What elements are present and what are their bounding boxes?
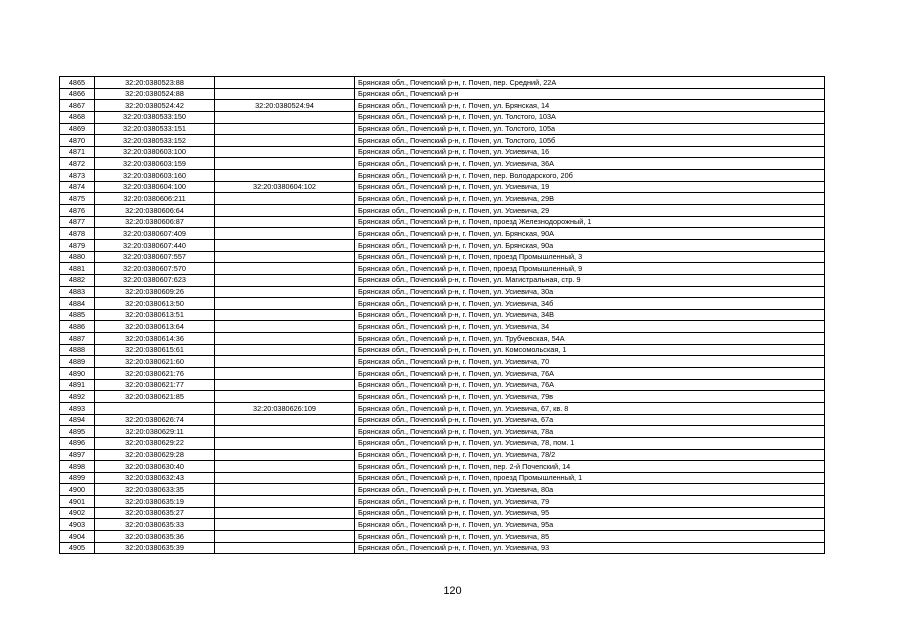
address-cell: Брянская обл., Почепский р-н, г. Почеп, ул. Усиевича, 79в	[355, 391, 825, 403]
row-number-cell: 4870	[60, 135, 95, 147]
cadastral-number-cell: 32:20:0380603:159	[95, 158, 215, 170]
cadastral-number-cell: 32:20:0380606:211	[95, 193, 215, 205]
related-cadastral-number-cell	[215, 88, 355, 100]
row-number-cell: 4903	[60, 519, 95, 531]
table-row	[60, 123, 825, 135]
cadastral-number-cell: 32:20:0380629:28	[95, 449, 215, 461]
row-number-cell: 4899	[60, 472, 95, 484]
cadastral-number-cell: 32:20:0380533:152	[95, 135, 215, 147]
table-row	[60, 170, 825, 182]
related-cadastral-number-cell	[215, 298, 355, 310]
address-cell: Брянская обл., Почепский р-н, г. Почеп, ул. Усиевича, 93	[355, 542, 825, 554]
address-cell: Брянская обл., Почепский р-н, г. Почеп, ул. Толстого, 105а	[355, 123, 825, 135]
cadastral-number-cell: 32:20:0380621:77	[95, 379, 215, 391]
table-row	[60, 344, 825, 356]
row-number-cell: 4866	[60, 88, 95, 100]
related-cadastral-number-cell	[215, 228, 355, 240]
row-number-cell: 4893	[60, 402, 95, 414]
table-row	[60, 449, 825, 461]
related-cadastral-number-cell	[215, 321, 355, 333]
related-cadastral-number-cell	[215, 286, 355, 298]
related-cadastral-number-cell	[215, 158, 355, 170]
related-cadastral-number-cell	[215, 205, 355, 217]
address-cell: Брянская обл., Почепский р-н, г. Почеп, ул. Усиевича, 29	[355, 205, 825, 217]
related-cadastral-number-cell: 32:20:0380524:94	[215, 100, 355, 112]
table-row	[60, 88, 825, 100]
cadastral-number-cell: 32:20:0380524:42	[95, 100, 215, 112]
cadastral-number-cell: 32:20:0380635:39	[95, 542, 215, 554]
cadastral-number-cell: 32:20:0380633:35	[95, 484, 215, 496]
table-row	[60, 333, 825, 345]
table-row	[60, 461, 825, 473]
address-cell: Брянская обл., Почепский р-н, г. Почеп, ул. Усиевича, 30а	[355, 286, 825, 298]
cadastral-number-cell: 32:20:0380523:88	[95, 77, 215, 89]
address-cell: Брянская обл., Почепский р-н, г. Почеп, ул. Усиевича, 67а	[355, 414, 825, 426]
related-cadastral-number-cell	[215, 449, 355, 461]
row-number-cell: 4905	[60, 542, 95, 554]
row-number-cell: 4877	[60, 216, 95, 228]
row-number-cell: 4879	[60, 239, 95, 251]
row-number-cell: 4884	[60, 298, 95, 310]
address-cell: Брянская обл., Почепский р-н, г. Почеп, ул. Усиевича, 36А	[355, 158, 825, 170]
table-row	[60, 507, 825, 519]
related-cadastral-number-cell	[215, 519, 355, 531]
table-row	[60, 519, 825, 531]
row-number-cell: 4869	[60, 123, 95, 135]
table-row	[60, 542, 825, 554]
address-cell: Брянская обл., Почепский р-н, г. Почеп, проезд Промышленный, 9	[355, 263, 825, 275]
cadastral-number-cell: 32:20:0380613:50	[95, 298, 215, 310]
related-cadastral-number-cell	[215, 251, 355, 263]
related-cadastral-number-cell	[215, 530, 355, 542]
address-cell: Брянская обл., Почепский р-н, г. Почеп, ул. Усиевича, 95а	[355, 519, 825, 531]
row-number-cell: 4872	[60, 158, 95, 170]
address-cell: Брянская обл., Почепский р-н, г. Почеп, ул. Усиевича, 34В	[355, 309, 825, 321]
table-row	[60, 205, 825, 217]
related-cadastral-number-cell	[215, 437, 355, 449]
table-row	[60, 158, 825, 170]
related-cadastral-number-cell	[215, 461, 355, 473]
row-number-cell: 4885	[60, 309, 95, 321]
address-cell: Брянская обл., Почепский р-н, г. Почеп, ул. Усиевича, 95	[355, 507, 825, 519]
cadastral-number-cell: 32:20:0380635:36	[95, 530, 215, 542]
row-number-cell: 4878	[60, 228, 95, 240]
address-cell: Брянская обл., Почепский р-н, г. Почеп, ул. Усиевича, 78а	[355, 426, 825, 438]
cadastral-number-cell: 32:20:0380603:160	[95, 170, 215, 182]
related-cadastral-number-cell	[215, 216, 355, 228]
table-row	[60, 274, 825, 286]
page-number: 120	[443, 585, 462, 597]
address-cell: Брянская обл., Почепский р-н	[355, 88, 825, 100]
address-cell: Брянская обл., Почепский р-н, г. Почеп, ул. Усиевича, 79	[355, 496, 825, 508]
related-cadastral-number-cell	[215, 368, 355, 380]
related-cadastral-number-cell	[215, 111, 355, 123]
table-row	[60, 251, 825, 263]
parcel-table-body	[60, 77, 825, 554]
address-cell: Брянская обл., Почепский р-н, г. Почеп, пер. Средний, 22А	[355, 77, 825, 89]
cadastral-number-cell: 32:20:0380635:33	[95, 519, 215, 531]
table-row	[60, 356, 825, 368]
row-number-cell: 4873	[60, 170, 95, 182]
row-number-cell: 4875	[60, 193, 95, 205]
table-row	[60, 379, 825, 391]
address-cell: Брянская обл., Почепский р-н, г. Почеп, пер. Володарского, 20б	[355, 170, 825, 182]
address-cell: Брянская обл., Почепский р-н, г. Почеп, проезд Железнодорожный, 1	[355, 216, 825, 228]
row-number-cell: 4898	[60, 461, 95, 473]
row-number-cell: 4874	[60, 181, 95, 193]
address-cell: Брянская обл., Почепский р-н, г. Почеп, ул. Магистральная, стр. 9	[355, 274, 825, 286]
table-row	[60, 391, 825, 403]
address-cell: Брянская обл., Почепский р-н, г. Почеп, ул. Усиевича, 34	[355, 321, 825, 333]
table-row	[60, 437, 825, 449]
cadastral-number-cell	[95, 402, 215, 414]
related-cadastral-number-cell	[215, 263, 355, 275]
cadastral-number-cell: 32:20:0380635:19	[95, 496, 215, 508]
row-number-cell: 4881	[60, 263, 95, 275]
row-number-cell: 4871	[60, 146, 95, 158]
address-cell: Брянская обл., Почепский р-н, г. Почеп, ул. Усиевича, 85	[355, 530, 825, 542]
related-cadastral-number-cell	[215, 193, 355, 205]
cadastral-number-cell: 32:20:0380607:570	[95, 263, 215, 275]
row-number-cell: 4900	[60, 484, 95, 496]
cadastral-number-cell: 32:20:0380524:88	[95, 88, 215, 100]
table-row	[60, 146, 825, 158]
table-row	[60, 472, 825, 484]
cadastral-number-cell: 32:20:0380635:27	[95, 507, 215, 519]
related-cadastral-number-cell	[215, 472, 355, 484]
cadastral-number-cell: 32:20:0380609:26	[95, 286, 215, 298]
address-cell: Брянская обл., Почепский р-н, г. Почеп, ул. Усиевича, 80а	[355, 484, 825, 496]
address-cell: Брянская обл., Почепский р-н, г. Почеп, ул. Усиевича, 16	[355, 146, 825, 158]
table-row	[60, 402, 825, 414]
related-cadastral-number-cell	[215, 146, 355, 158]
row-number-cell: 4876	[60, 205, 95, 217]
table-row	[60, 496, 825, 508]
row-number-cell: 4882	[60, 274, 95, 286]
cadastral-number-cell: 32:20:0380603:100	[95, 146, 215, 158]
cadastral-number-cell: 32:20:0380613:64	[95, 321, 215, 333]
related-cadastral-number-cell	[215, 414, 355, 426]
table-row	[60, 286, 825, 298]
address-cell: Брянская обл., Почепский р-н, г. Почеп, проезд Промышленный, 1	[355, 472, 825, 484]
cadastral-number-cell: 32:20:0380606:87	[95, 216, 215, 228]
table-row	[60, 263, 825, 275]
table-row	[60, 298, 825, 310]
related-cadastral-number-cell	[215, 379, 355, 391]
cadastral-number-cell: 32:20:0380604:100	[95, 181, 215, 193]
cadastral-number-cell: 32:20:0380607:440	[95, 239, 215, 251]
row-number-cell: 4880	[60, 251, 95, 263]
cadastral-number-cell: 32:20:0380614:36	[95, 333, 215, 345]
address-cell: Брянская обл., Почепский р-н, г. Почеп, ул. Усиевича, 76А	[355, 379, 825, 391]
row-number-cell: 4890	[60, 368, 95, 380]
cadastral-number-cell: 32:20:0380632:43	[95, 472, 215, 484]
row-number-cell: 4886	[60, 321, 95, 333]
row-number-cell: 4865	[60, 77, 95, 89]
related-cadastral-number-cell	[215, 391, 355, 403]
cadastral-number-cell: 32:20:0380613:51	[95, 309, 215, 321]
cadastral-number-cell: 32:20:0380607:623	[95, 274, 215, 286]
address-cell: Брянская обл., Почепский р-н, г. Почеп, ул. Усиевича, 78, пом. 1	[355, 437, 825, 449]
cadastral-number-cell: 32:20:0380621:60	[95, 356, 215, 368]
table-row	[60, 530, 825, 542]
row-number-cell: 4904	[60, 530, 95, 542]
row-number-cell: 4892	[60, 391, 95, 403]
address-cell: Брянская обл., Почепский р-н, г. Почеп, пер. 2-й Почепский, 14	[355, 461, 825, 473]
address-cell: Брянская обл., Почепский р-н, г. Почеп, ул. Усиевича, 29В	[355, 193, 825, 205]
row-number-cell: 4887	[60, 333, 95, 345]
address-cell: Брянская обл., Почепский р-н, г. Почеп, ул. Усиевича, 78/2	[355, 449, 825, 461]
row-number-cell: 4889	[60, 356, 95, 368]
table-row	[60, 484, 825, 496]
related-cadastral-number-cell	[215, 309, 355, 321]
address-cell: Брянская обл., Почепский р-н, г. Почеп, ул. Брянская, 90А	[355, 228, 825, 240]
cadastral-number-cell: 32:20:0380607:557	[95, 251, 215, 263]
row-number-cell: 4883	[60, 286, 95, 298]
related-cadastral-number-cell	[215, 274, 355, 286]
table-row	[60, 321, 825, 333]
related-cadastral-number-cell	[215, 123, 355, 135]
cadastral-number-cell: 32:20:0380621:85	[95, 391, 215, 403]
row-number-cell: 4891	[60, 379, 95, 391]
table-row	[60, 368, 825, 380]
cadastral-number-cell: 32:20:0380629:11	[95, 426, 215, 438]
address-cell: Брянская обл., Почепский р-н, г. Почеп, ул. Толстого, 105б	[355, 135, 825, 147]
related-cadastral-number-cell	[215, 484, 355, 496]
address-cell: Брянская обл., Почепский р-н, г. Почеп, ул. Брянская, 90а	[355, 239, 825, 251]
table-row	[60, 216, 825, 228]
row-number-cell: 4888	[60, 344, 95, 356]
row-number-cell: 4896	[60, 437, 95, 449]
related-cadastral-number-cell	[215, 239, 355, 251]
related-cadastral-number-cell	[215, 356, 355, 368]
table-row	[60, 111, 825, 123]
row-number-cell: 4867	[60, 100, 95, 112]
cadastral-number-cell: 32:20:0380629:22	[95, 437, 215, 449]
row-number-cell: 4894	[60, 414, 95, 426]
address-cell: Брянская обл., Почепский р-н, г. Почеп, ул. Усиевича, 76А	[355, 368, 825, 380]
table-row	[60, 100, 825, 112]
table-row	[60, 414, 825, 426]
address-cell: Брянская обл., Почепский р-н, г. Почеп, ул. Усиевича, 34б	[355, 298, 825, 310]
address-cell: Брянская обл., Почепский р-н, г. Почеп, ул. Усиевича, 19	[355, 181, 825, 193]
cadastral-number-cell: 32:20:0380606:64	[95, 205, 215, 217]
table-row	[60, 181, 825, 193]
related-cadastral-number-cell	[215, 77, 355, 89]
cadastral-number-cell: 32:20:0380533:151	[95, 123, 215, 135]
cadastral-number-cell: 32:20:0380621:76	[95, 368, 215, 380]
row-number-cell: 4895	[60, 426, 95, 438]
related-cadastral-number-cell	[215, 135, 355, 147]
cadastral-number-cell: 32:20:0380607:409	[95, 228, 215, 240]
address-cell: Брянская обл., Почепский р-н, г. Почеп, ул. Усиевича, 67, кв. 8	[355, 402, 825, 414]
table-row	[60, 239, 825, 251]
related-cadastral-number-cell: 32:20:0380604:102	[215, 181, 355, 193]
cadastral-number-cell: 32:20:0380615:61	[95, 344, 215, 356]
table-row	[60, 228, 825, 240]
related-cadastral-number-cell	[215, 426, 355, 438]
parcel-table	[59, 76, 825, 554]
related-cadastral-number-cell	[215, 496, 355, 508]
table-row	[60, 77, 825, 89]
related-cadastral-number-cell	[215, 333, 355, 345]
related-cadastral-number-cell: 32:20:0380626:109	[215, 402, 355, 414]
table-row	[60, 309, 825, 321]
address-cell: Брянская обл., Почепский р-н, г. Почеп, проезд Промышленный, 3	[355, 251, 825, 263]
cadastral-number-cell: 32:20:0380626:74	[95, 414, 215, 426]
address-cell: Брянская обл., Почепский р-н, г. Почеп, ул. Брянская, 14	[355, 100, 825, 112]
related-cadastral-number-cell	[215, 170, 355, 182]
row-number-cell: 4897	[60, 449, 95, 461]
table-row	[60, 426, 825, 438]
address-cell: Брянская обл., Почепский р-н, г. Почеп, ул. Толстого, 103А	[355, 111, 825, 123]
related-cadastral-number-cell	[215, 344, 355, 356]
related-cadastral-number-cell	[215, 507, 355, 519]
related-cadastral-number-cell	[215, 542, 355, 554]
table-row	[60, 135, 825, 147]
address-cell: Брянская обл., Почепский р-н, г. Почеп, ул. Комсомольская, 1	[355, 344, 825, 356]
cadastral-number-cell: 32:20:0380533:150	[95, 111, 215, 123]
address-cell: Брянская обл., Почепский р-н, г. Почеп, ул. Усиевича, 70	[355, 356, 825, 368]
row-number-cell: 4902	[60, 507, 95, 519]
row-number-cell: 4901	[60, 496, 95, 508]
row-number-cell: 4868	[60, 111, 95, 123]
cadastral-number-cell: 32:20:0380630:40	[95, 461, 215, 473]
table-row	[60, 193, 825, 205]
address-cell: Брянская обл., Почепский р-н, г. Почеп, ул. Трубчевская, 54А	[355, 333, 825, 345]
